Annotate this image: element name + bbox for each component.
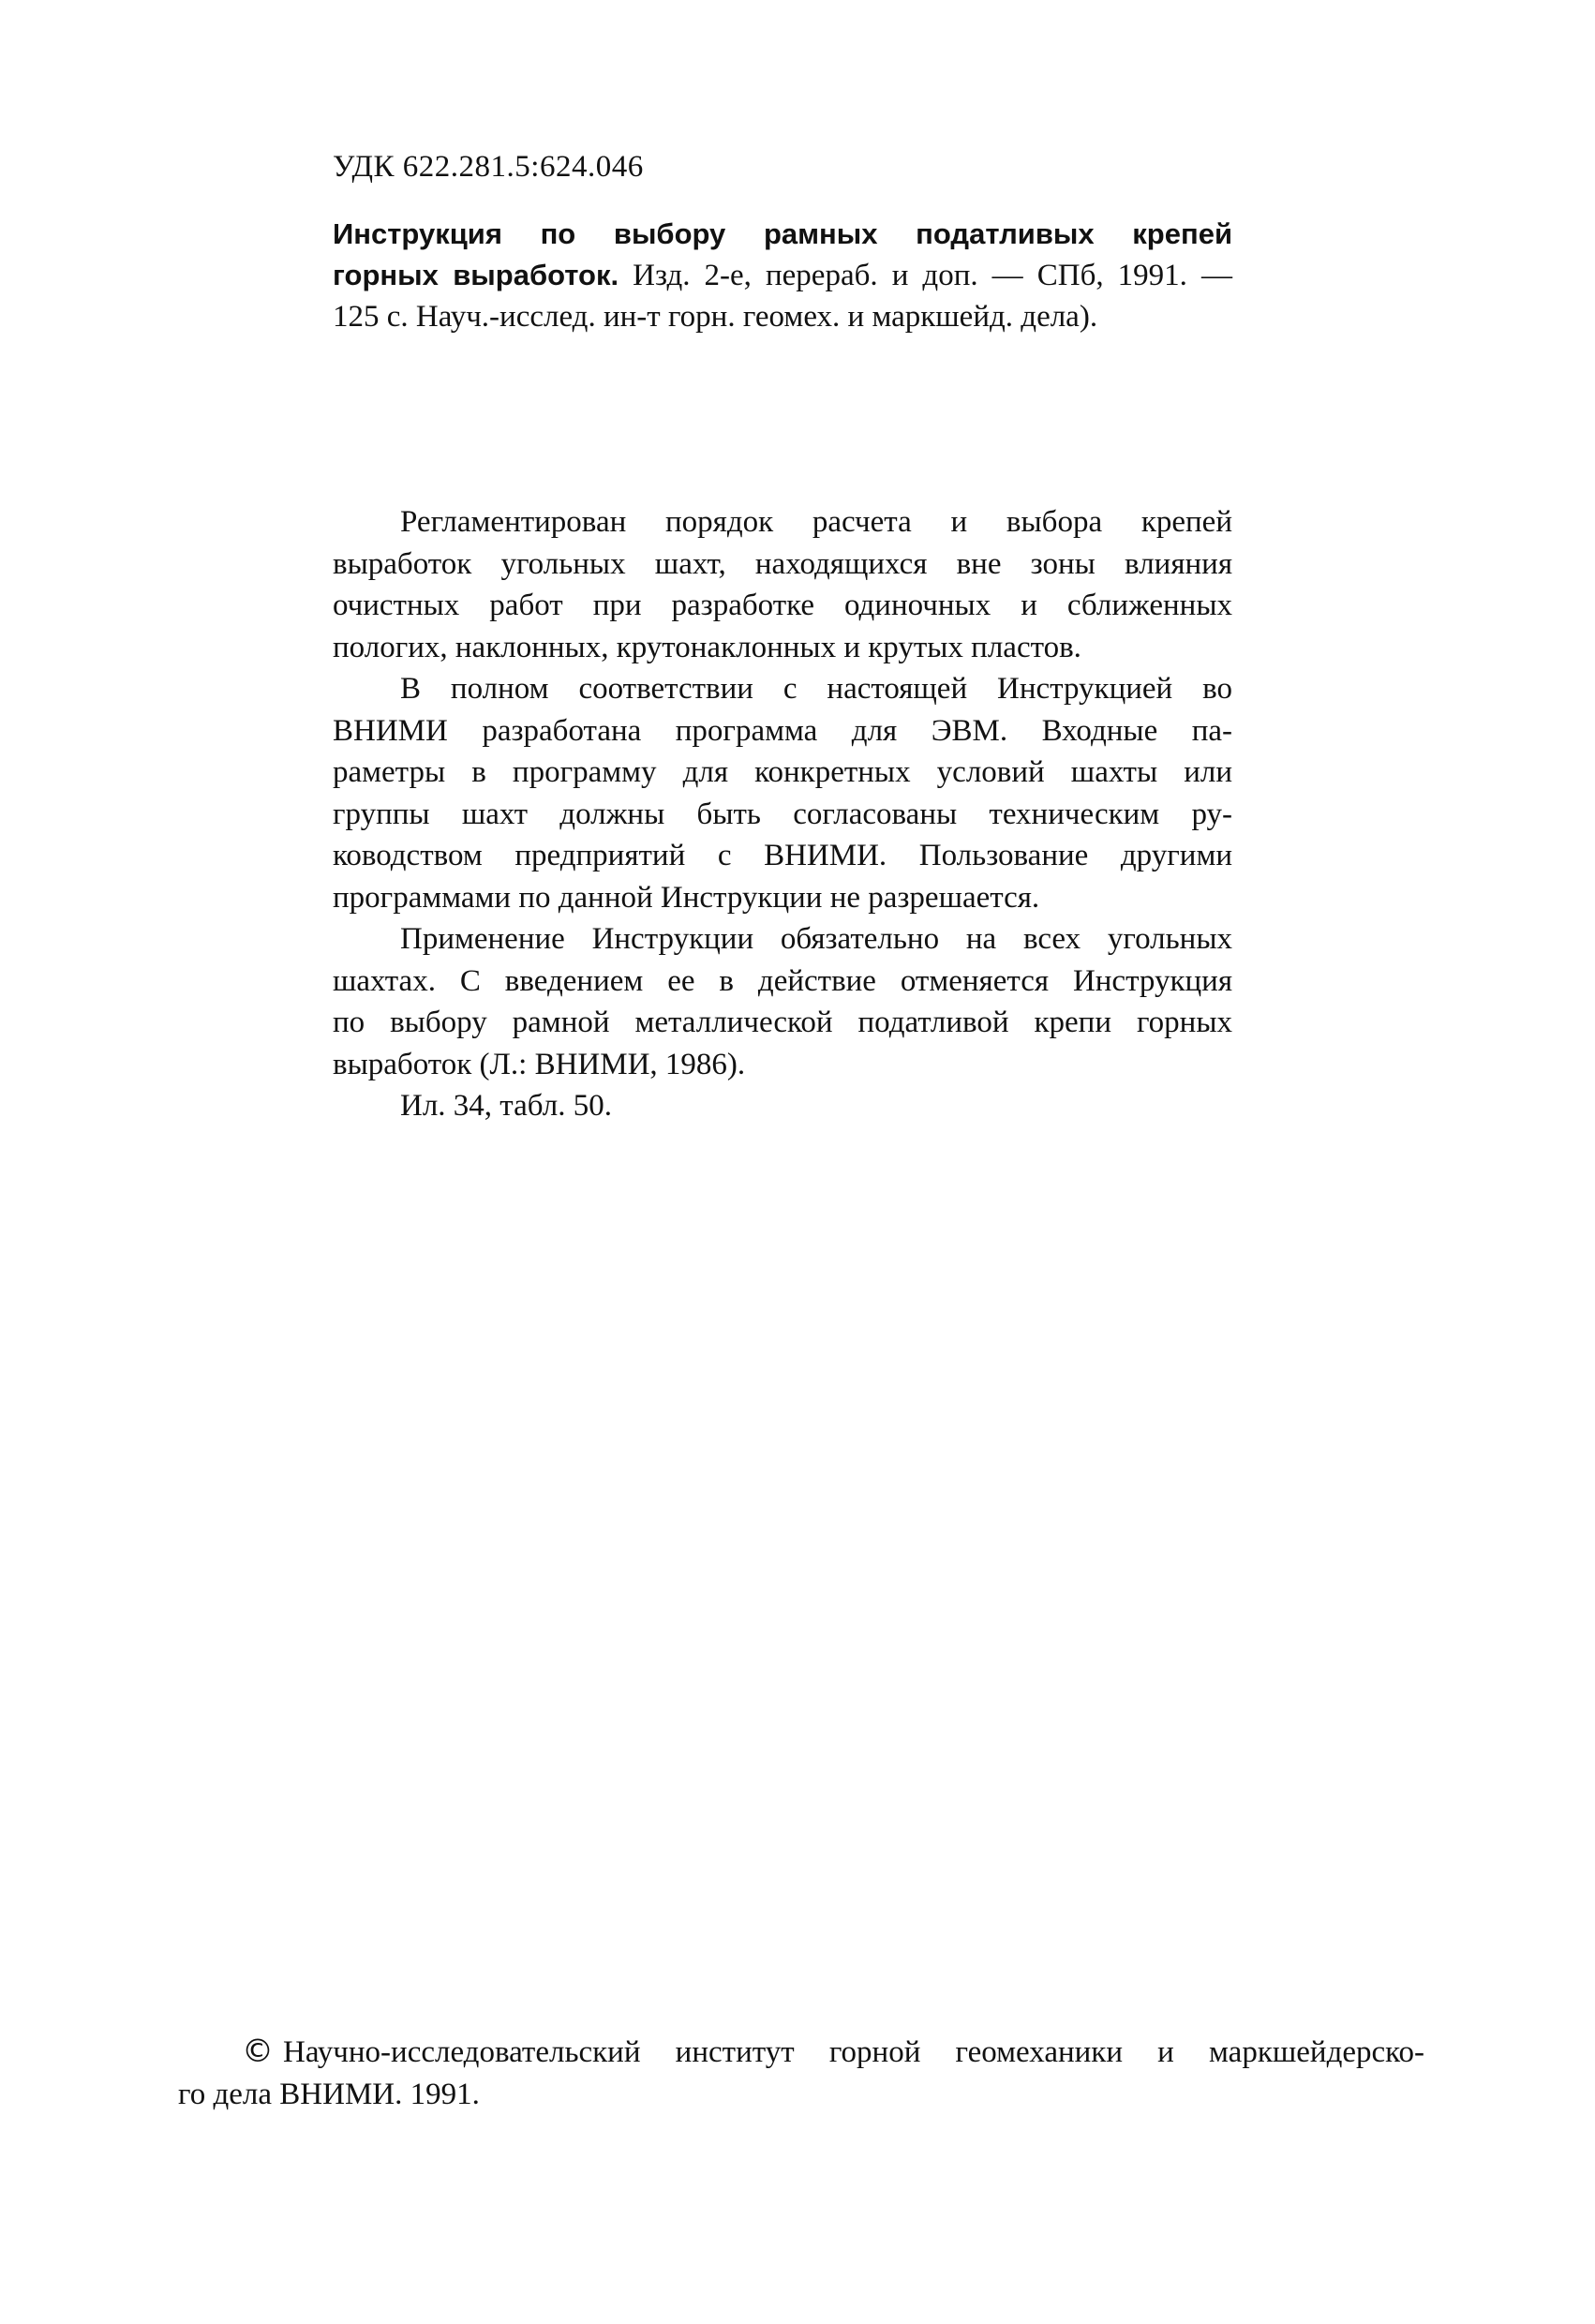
abstract-line: пологих, наклонных, крутонаклонных и крутых пластов. bbox=[333, 630, 1081, 664]
abstract-line: выработок угольных шахт, находящихся вне зоны влияния bbox=[333, 546, 1232, 581]
abstract-paragraph-4 bbox=[333, 1085, 1232, 1127]
abstract-line: ВНИМИ разработана программа для ЭВМ. Входные па- bbox=[333, 713, 1232, 748]
bibliographic-citation bbox=[333, 214, 1232, 337]
abstract-paragraph-2 bbox=[333, 668, 1232, 918]
abstract-line: по выбору рамной металлической податливой крепи горных bbox=[333, 1006, 1232, 1039]
illustrations-tables-count: Ил. 34, табл. 50. bbox=[400, 1089, 612, 1123]
citation-line-3: 125 с. Науч.-исслед. ин-т горн. геомех. и маркшейд. дела). bbox=[333, 300, 1098, 334]
abstract-line: Регламентирован порядок расчета и выбора крепей bbox=[400, 505, 1232, 539]
abstract-line: В полном соответствии с настоящей Инструкцией во bbox=[400, 672, 1232, 706]
copyright-line-1 bbox=[178, 2031, 1424, 2074]
abstract-line: Применение Инструкции обязательно на всех угольных bbox=[400, 922, 1232, 956]
citation-line-1 bbox=[333, 214, 1232, 255]
abstract-line: программами по данной Инструкции не разрешается. bbox=[333, 880, 1040, 915]
udk-code: УДК 622.281.5:624.046 bbox=[333, 150, 644, 184]
copyright-icon: © bbox=[242, 2033, 274, 2070]
abstract-line: выработок (Л.: ВНИМИ, 1986). bbox=[333, 1047, 746, 1081]
abstract-paragraph-3 bbox=[333, 918, 1232, 1085]
abstract bbox=[333, 501, 1232, 1127]
citation-edition-info: Изд. 2-е, перераб. и доп. — СПб, 1991. — bbox=[619, 259, 1232, 292]
abstract-line: шахтах. С введением ее в действие отменяется Инструкция bbox=[333, 963, 1232, 998]
abstract-paragraph-1 bbox=[333, 501, 1232, 668]
abstract-line: очистных работ при разработке одиночных и сближенных bbox=[333, 588, 1232, 622]
citation-line-2 bbox=[333, 255, 1232, 296]
copyright-notice bbox=[178, 2031, 1424, 2116]
copyright-holder-part-1: Научно-исследовательский институт горной геомеханики и маркшейдерско- bbox=[283, 2035, 1424, 2069]
citation-title-part-1: Инструкция по выбору рамных податливых крепей bbox=[333, 217, 1232, 250]
abstract-line: ководством предприятий с ВНИМИ. Пользование другими bbox=[333, 839, 1232, 872]
abstract-line: раметры в программу для конкретных условий шахты или bbox=[333, 755, 1232, 789]
copyright-line-2: го дела ВНИМИ. 1991. bbox=[178, 2078, 480, 2111]
citation-title-part-2: горных выработок. bbox=[333, 259, 619, 291]
abstract-line: группы шахт должны быть согласованы техническим ру- bbox=[333, 797, 1232, 831]
